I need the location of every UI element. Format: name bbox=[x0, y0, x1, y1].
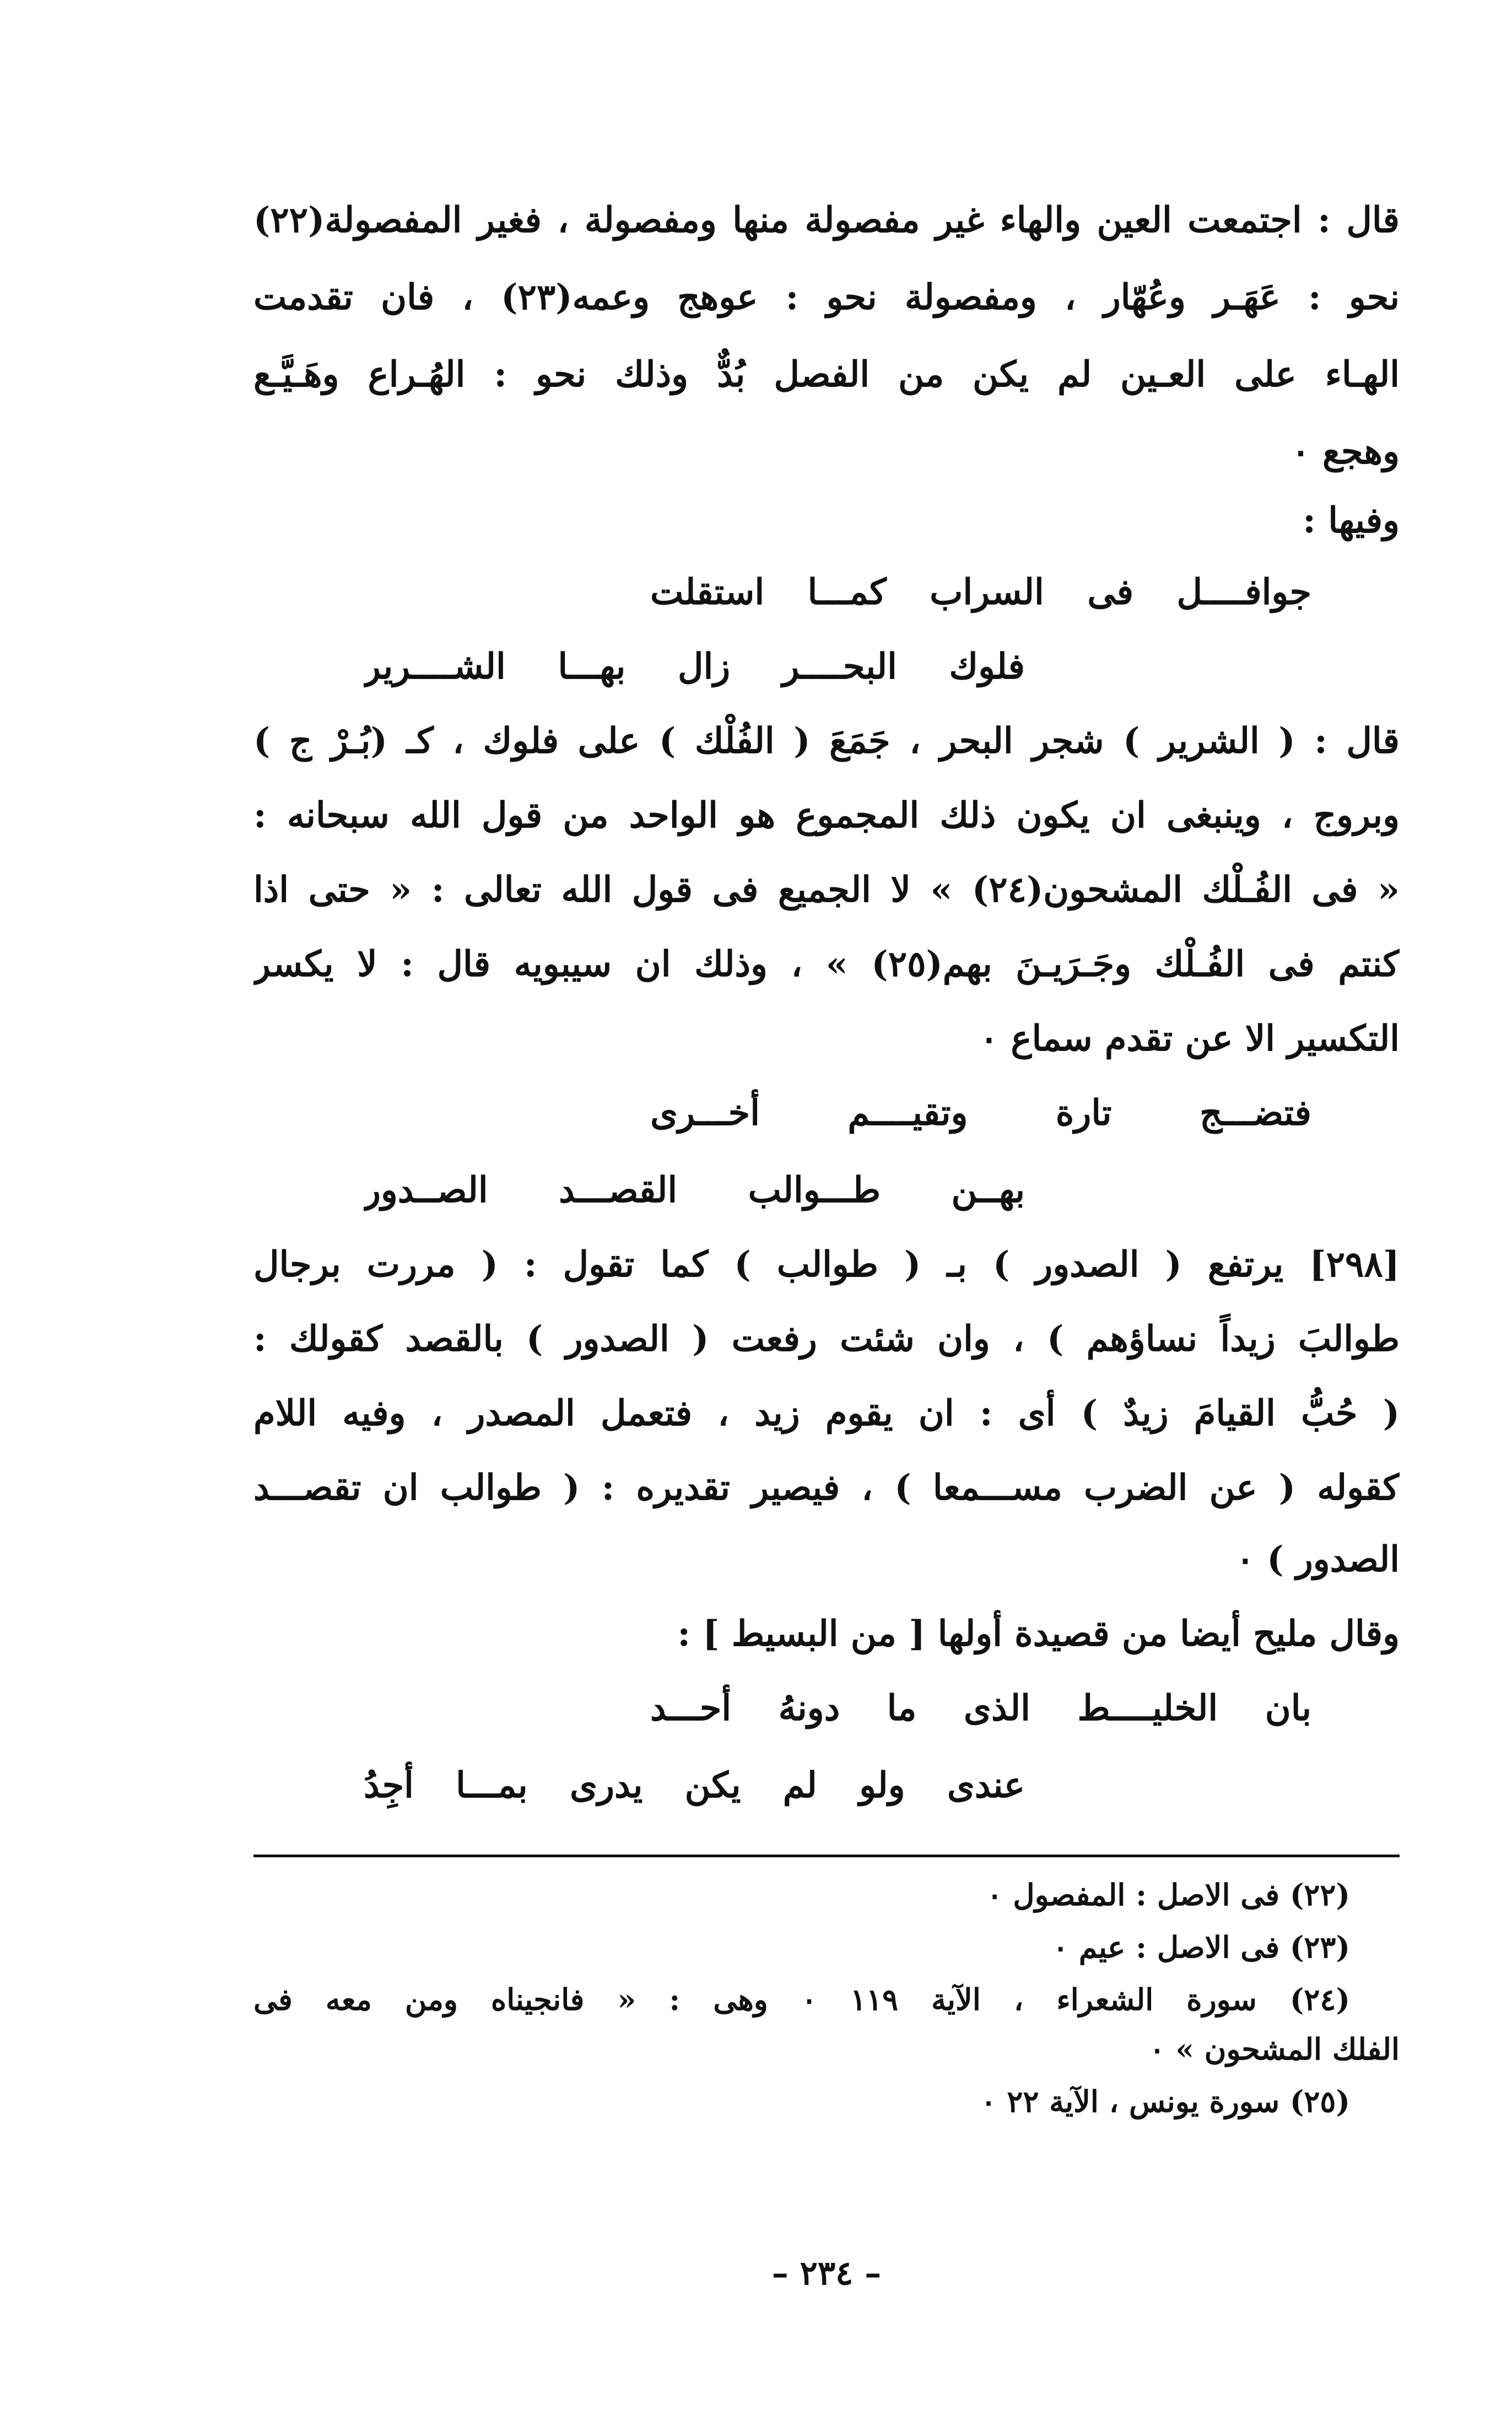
text-line-4: وهجع ٠ bbox=[1291, 431, 1400, 472]
verse-2-second-hemistich: بهــن طـــوالب القصـــد الصــدور bbox=[364, 1169, 1025, 1211]
verse-3-second-hemistich: عندى ولو لم يكن يدرى بمـــا أجِدُ bbox=[364, 1765, 1025, 1806]
footnote-separator bbox=[253, 1855, 1400, 1857]
text-line-8: « فى الفُـلْك المشحون(٢٤) » لا الجميع فى قول الله تعالى : « حتى اذا bbox=[253, 869, 1400, 910]
text-line-15: الصدور ) ٠ bbox=[1235, 1539, 1400, 1580]
text-line-16: وقال مليح أيضا من قصيدة أولها [ من البسيط ] : bbox=[677, 1613, 1400, 1654]
footnote-24: (٢٤) سورة الشعراء ، الآية ١١٩ ٠ وهى : « فانجيناه ومن معه فى bbox=[253, 1982, 1350, 2017]
page-number: – ٢٣٤ – bbox=[771, 2254, 882, 2293]
text-line-3: الهـاء على العـين لم يكن من الفصل بُدٌّ وذلك نحو : الهُـراع وهَـيَّـع bbox=[253, 354, 1400, 395]
text-line-13: ( حُبُّ القيامَ زيدٌ ) أى : ان يقوم زيد ، فتعمل المصدر ، وفيه اللام bbox=[253, 1393, 1400, 1434]
text-line-6: قال : ( الشرير ) شجر البحر ، جَمَعَ ( الفُلْك ) على فلوك ، كـ (بُـرْ ج ) bbox=[253, 720, 1400, 762]
text-line-11: [٢٩٨] يرتفع ( الصدور ) بـ ( طوالب ) كما تقول : ( مررت برجال bbox=[253, 1244, 1400, 1285]
footnote-23: (٢٣) فى الاصل : عيم ٠ bbox=[1052, 1929, 1350, 1965]
text-line-7: وبروج ، وينبغى ان يكون ذلك المجموع هو الواحد من قول الله سبحانه : bbox=[253, 795, 1400, 836]
footnote-25: (٢٥) سورة يونس ، الآية ٢٢ ٠ bbox=[980, 2084, 1350, 2119]
verse-1-second-hemistich: فلوك البحــــر زال بهـــا الشــــرير bbox=[364, 646, 1025, 687]
text-line-5: وفيها : bbox=[1303, 500, 1400, 541]
text-line-12: طوالبَ زيداً نساؤهم ) ، وان شئت رفعت ( الصدور ) بالقصد كقولك : bbox=[253, 1318, 1400, 1360]
text-line-14: كقوله ( عن الضرب مســـمعا ) ، فيصير تقديره : ( طوالب ان تقصـــد bbox=[253, 1467, 1400, 1508]
verse-1-first-hemistich: جوافــــل فى السراب كمـــا استقلت bbox=[650, 572, 1311, 613]
page-body bbox=[253, 187, 1400, 2337]
text-line-9: كنتم فى الفُـلْك وجَـرَيـنَ بهم(٢٥) » ، وذلك ان سيبويه قال : لا يكسر bbox=[253, 944, 1400, 985]
text-line-10: التكسير الا عن تقدم سماع ٠ bbox=[979, 1018, 1400, 1059]
verse-2-first-hemistich: فتضـــج تارة وتقيــــم أخـــرى bbox=[650, 1092, 1311, 1134]
footnote-22: (٢٢) فى الاصل : المفصول ٠ bbox=[986, 1877, 1350, 1912]
text-line-2: نحو : عَهَـر وعُهّار ، ومفصولة نحو : عوهج وعمه(٢٣) ، فان تقدمت bbox=[253, 277, 1400, 318]
footnote-24-continuation: الفلك المشحون » ٠ bbox=[1149, 2031, 1400, 2067]
verse-3-first-hemistich: بان الخليــــط الذى ما دونهُ أحـــد bbox=[650, 1688, 1311, 1729]
text-line-1: قال : اجتمعت العين والهاء غير مفصولة منها ومفصولة ، فغير المفصولة(٢٢) bbox=[253, 200, 1400, 241]
